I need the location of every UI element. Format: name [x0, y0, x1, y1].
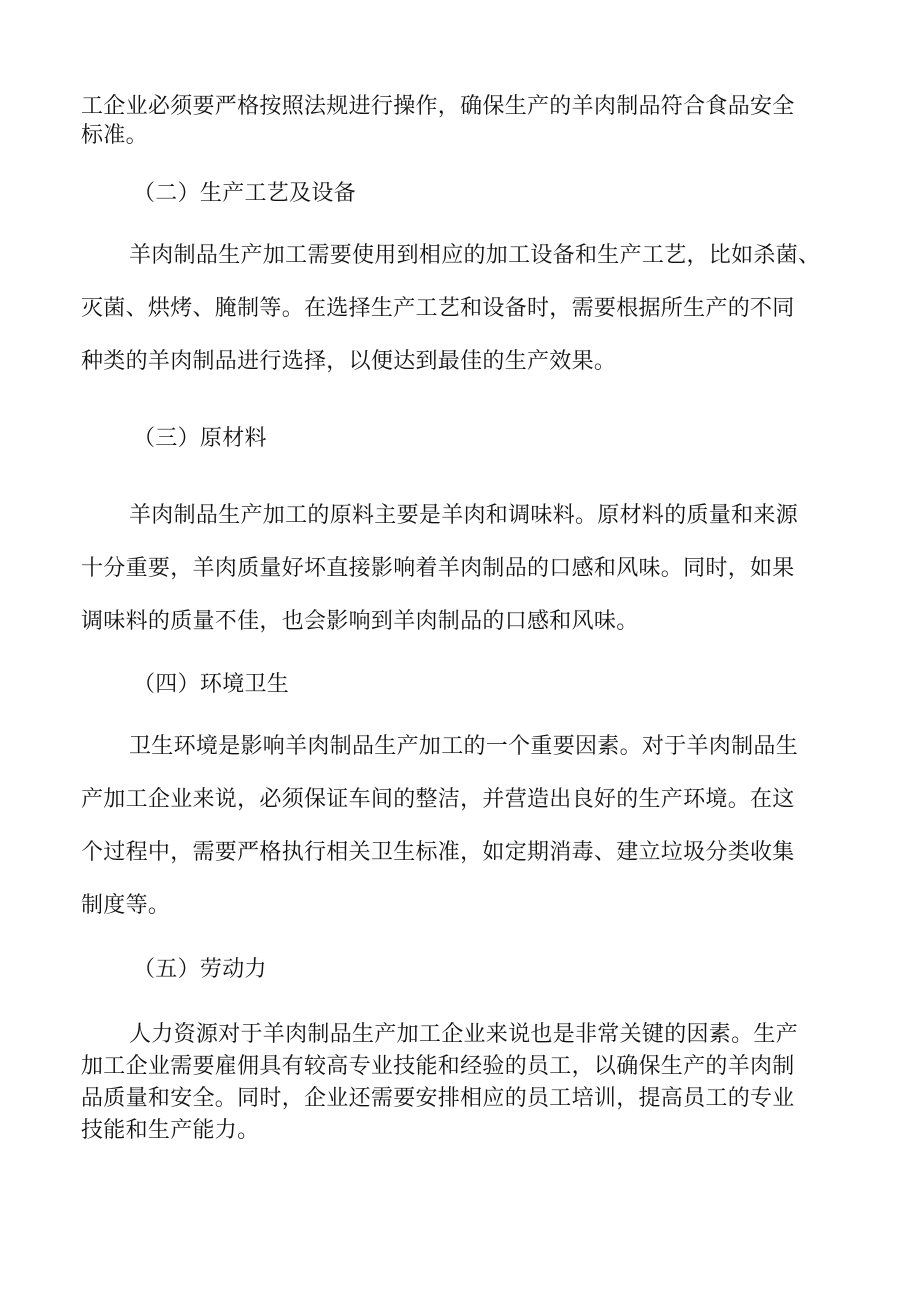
intro-line-1: 工企业必须要严格按照法规进行操作，确保生产的羊肉制品符合食品安全 — [81, 94, 795, 119]
section-heading-hygiene: （四）环境卫生 — [133, 672, 290, 697]
paragraph-line: 卫生环境是影响羊肉制品生产加工的一个重要因素。对于羊肉制品生 — [129, 734, 799, 759]
paragraph-line: 人力资源对于羊肉制品生产加工企业来说也是非常关键的因素。生产 — [129, 1022, 799, 1047]
section-heading-labor: （五）劳动力 — [133, 957, 267, 982]
paragraph-line: 制度等。 — [81, 893, 171, 918]
paragraph-line: 调味料的质量不佳，也会影响到羊肉制品的口感和风味。 — [81, 609, 639, 634]
paragraph-line: 个过程中，需要严格执行相关卫生标准，如定期消毒、建立垃圾分类收集 — [81, 840, 795, 865]
paragraph-line: 加工企业需要雇佣具有较高专业技能和经验的员工，以确保生产的羊肉制 — [81, 1054, 795, 1079]
section-heading-equipment: （二）生产工艺及设备 — [133, 181, 357, 206]
paragraph-line: 十分重要，羊肉质量好坏直接影响着羊肉制品的口感和风味。同时，如果 — [81, 556, 795, 581]
paragraph-line: 产加工企业来说，必须保证车间的整洁，并营造出良好的生产环境。在这 — [81, 787, 795, 812]
paragraph-line: 羊肉制品生产加工的原料主要是羊肉和调味料。原材料的质量和来源 — [129, 503, 799, 528]
section-heading-raw-materials: （三）原材料 — [133, 426, 267, 451]
paragraph-line: 品质量和安全。同时，企业还需要安排相应的员工培训，提高员工的专业 — [81, 1086, 795, 1111]
paragraph-line: 技能和生产能力。 — [81, 1118, 260, 1143]
intro-line-2: 标准。 — [81, 123, 148, 148]
paragraph-line: 种类的羊肉制品进行选择，以便达到最佳的生产效果。 — [81, 349, 617, 374]
paragraph-line: 羊肉制品生产加工需要使用到相应的加工设备和生产工艺，比如杀菌、 — [129, 243, 821, 268]
paragraph-line: 灭菌、烘烤、腌制等。在选择生产工艺和设备时，需要根据所生产的不同 — [81, 296, 795, 321]
